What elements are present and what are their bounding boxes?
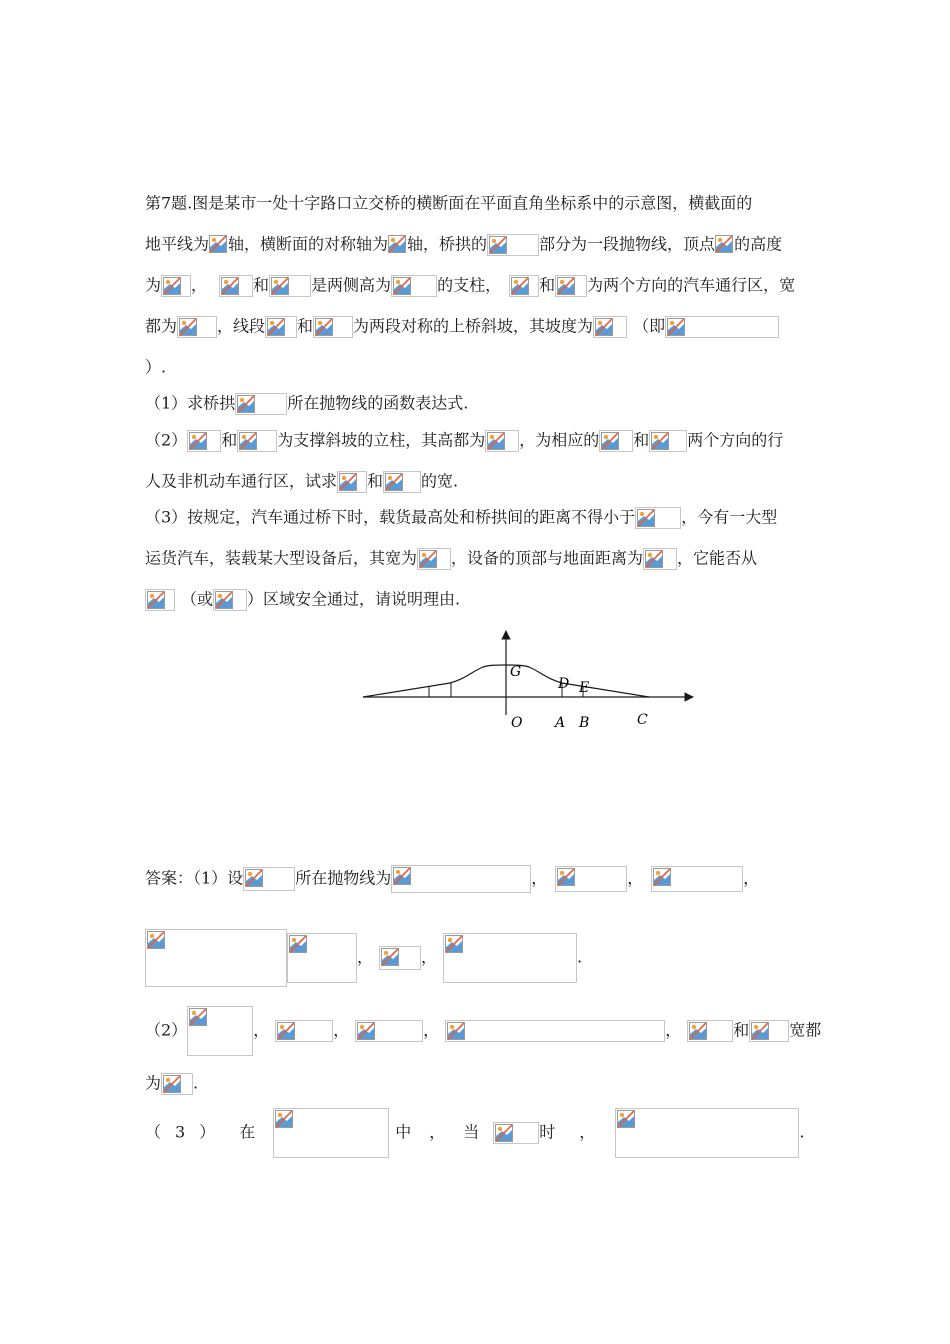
text-segment: ， [743,868,760,888]
problem-line-3 [145,268,795,302]
text-segment: 为两段对称的上桥斜坡，其坡度为 [353,316,594,336]
label-d: D [558,676,570,692]
text-segment: 答案：（1）设 [145,868,244,888]
question-2-line-2 [145,464,458,498]
text-segment: 和 [539,275,556,295]
text-segment: （即 [633,316,666,336]
formula-image-placeholder [145,929,287,987]
text-segment: 宽都 [789,1020,822,1040]
answer-line-3 [145,1002,821,1058]
text-segment: ， [253,1020,270,1040]
text-segment: 为两个方向的汽车通行区，宽 [587,275,796,295]
text-segment: 为支撑斜坡的立柱，其高都为 [277,430,486,450]
formula-image-placeholder [187,1006,253,1056]
formula-image-placeholder [287,933,357,983]
formula-image-placeholder [643,548,677,570]
answer-line-5 [145,1104,804,1160]
formula-image-placeholder [237,430,277,452]
question-1 [145,386,468,420]
formula-image-placeholder [355,1020,423,1042]
formula-image-placeholder [555,866,627,892]
text-segment: （1）求桥拱 [145,393,236,413]
text-segment: 轴，桥拱的 [407,234,488,254]
text-segment: 为 [145,275,162,295]
question-2-line-1 [145,423,783,457]
text-segment: 当 [463,1122,480,1142]
broken-image-icon [388,235,407,254]
label-b: B [579,715,590,731]
formula-image-placeholder [177,316,217,338]
formula-image-placeholder [445,1020,665,1042]
text-segment: ， [579,1122,596,1142]
formula-image-placeholder [213,589,247,611]
text-segment: 的高度 [734,234,783,254]
text-segment: ，线段 [217,316,266,336]
bridge-cross-section-figure [355,625,705,740]
text-segment: 时 [539,1122,556,1142]
text-segment: ，它能否从 [677,548,758,568]
text-segment: 部分为一段抛物线，顶点 [539,234,716,254]
text-segment: ，今有一大型 [681,507,778,527]
text-segment: （2） [145,1020,188,1040]
formula-image-placeholder [187,430,221,452]
broken-image-icon [715,235,734,254]
text-segment: ， [333,1020,350,1040]
formula-image-placeholder [391,275,437,297]
text-segment: （ [145,1122,162,1142]
question-3-line-2 [145,541,757,575]
text-segment: 运货汽车，装载某大型设备后，其宽为 [145,548,418,568]
text-segment: . [193,1073,199,1093]
broken-image-icon [209,235,228,254]
formula-image-placeholder [649,430,687,452]
text-segment: 两个方向的行 [687,430,784,450]
formula-image-placeholder [687,1020,733,1042]
label-c: C [637,712,648,728]
formula-image-placeholder [555,275,587,297]
label-o: O [511,715,523,731]
formula-image-placeholder [651,866,743,892]
text-segment: 和 [633,430,650,450]
text-segment: 中 [395,1122,412,1142]
formula-image-placeholder [161,1073,193,1095]
text-segment: ， [357,947,374,967]
formula-image-placeholder [273,1108,389,1158]
formula-image-placeholder [265,316,297,338]
text-segment: （2） [145,430,188,450]
text-segment: 所在抛物线为 [295,868,392,888]
text-segment: ）区域安全通过，请说明理由. [247,589,461,609]
text-segment: ， [627,868,644,888]
text-segment: 3 [175,1122,186,1142]
formula-image-placeholder [379,946,421,970]
text-segment: . [577,947,583,967]
formula-image-placeholder [485,430,519,452]
label-e: E [579,680,590,696]
text-segment: 和 [253,275,270,295]
text-segment: 的宽. [421,471,459,491]
formula-image-placeholder [275,1020,333,1042]
problem-line-4 [145,309,779,343]
answer-line-2 [145,927,582,987]
formula-image-placeholder [337,471,367,493]
text-segment: 和 [733,1020,750,1040]
text-segment: 和 [367,471,384,491]
text-segment: （3）按规定，汽车通过桥下时，载货最高处和桥拱间的距离不得小于 [145,507,636,527]
formula-image-placeholder [313,316,353,338]
text-segment: 轴，横断面的对称轴为 [228,234,389,254]
formula-image-placeholder [493,1122,539,1144]
text-segment: ）. [145,357,167,377]
formula-image-placeholder [235,393,287,415]
answer-line-4 [145,1066,198,1100]
text-segment: . [799,1122,805,1142]
text-segment: （或 [181,589,214,609]
formula-image-placeholder [665,316,779,338]
formula-image-placeholder [593,316,627,338]
problem-line-5 [145,350,166,384]
problem-line-2 [145,227,782,261]
text-segment: ， [423,1020,440,1040]
formula-image-placeholder [443,933,577,983]
text-segment: ， [191,275,208,295]
text-segment: 是两侧高为 [311,275,392,295]
formula-image-placeholder [487,234,539,256]
text-segment: 所在抛物线的函数表达式. [287,393,469,413]
formula-image-placeholder [145,589,175,611]
formula-image-placeholder [269,275,311,297]
formula-image-placeholder [219,275,253,297]
question-3-line-3 [145,582,460,616]
text-segment: 的支柱， [437,275,502,295]
text-segment: ，设备的顶部与地面距离为 [451,548,644,568]
text-segment: 和 [297,316,314,336]
formula-image-placeholder [391,865,531,893]
formula-image-placeholder [509,275,539,297]
formula-image-placeholder [161,275,191,297]
formula-image-placeholder [243,867,295,891]
formula-image-placeholder [749,1020,789,1042]
label-a: A [555,715,566,731]
answer-line-1 [145,856,759,900]
formula-image-placeholder [635,507,681,529]
question-3-line-1 [145,500,777,534]
text-segment: ， [429,1122,446,1142]
problem-line-1 [145,186,752,220]
formula-image-placeholder [383,471,421,493]
text-segment: ， [421,947,438,967]
text-segment: ） [199,1122,216,1142]
text-segment: 和 [221,430,238,450]
formula-image-placeholder [417,548,451,570]
text-segment: 为 [145,1073,162,1093]
text-segment: 人及非机动车通行区，试求 [145,471,338,491]
text-segment: ， [665,1020,682,1040]
text-segment: 地平线为 [145,234,210,254]
text-segment: 在 [239,1122,256,1142]
formula-image-placeholder [615,1108,799,1158]
problem-text: 第7题.图是某市一处十字路口立交桥的横断面在平面直角坐标系中的示意图，横截面的 [145,193,753,213]
label-g: G [510,664,522,680]
formula-image-placeholder [599,430,633,452]
text-segment: ，为相应的 [519,430,600,450]
text-segment: ， [531,868,548,888]
text-segment: 都为 [145,316,178,336]
